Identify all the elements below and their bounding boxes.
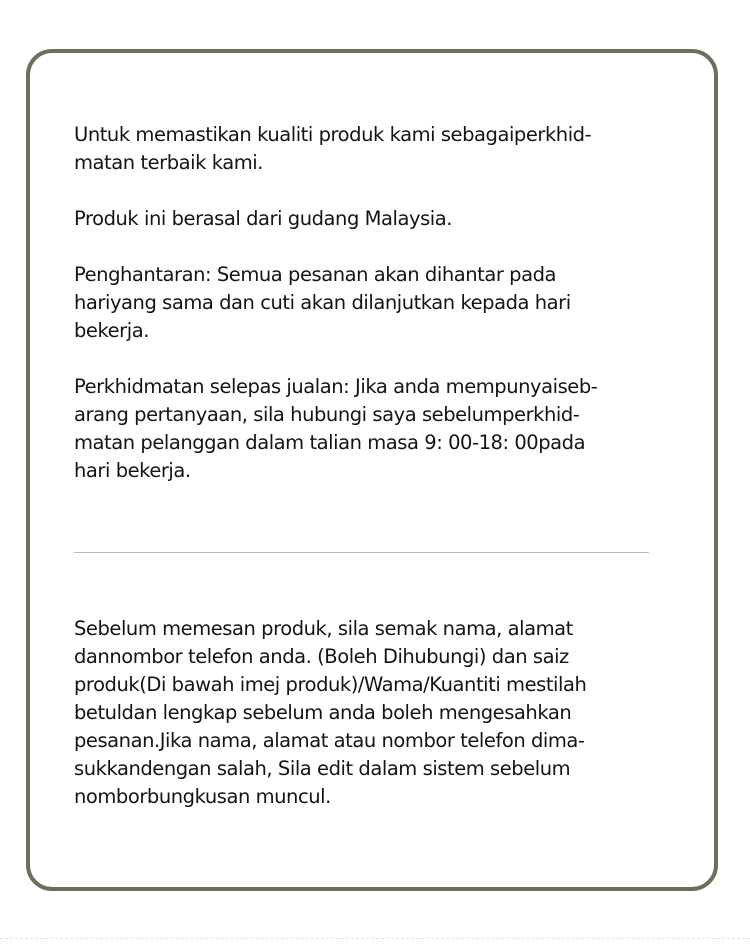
delivery-paragraph: Penghantaran: Semua pesanan akan dihantar pada hariyang sama dan cuti akan dilanjutkan kepada hari bekerja. xyxy=(74,263,571,342)
notice-card xyxy=(26,49,718,891)
origin-paragraph: Produk ini berasal dari gudang Malaysia. xyxy=(74,207,452,230)
order-check-paragraph: Sebelum memesan produk, sila semak nama, alamat dannombor telefon anda. (Boleh Dihubungi) dan saiz produk(Di bawah imej produk)/Wama/Kuantiti mestilah betuldan lengkap sebelum anda boleh mengesahkan pesanan.Jika nama, alamat atau nombor telefon dima- sukkandengan salah, Sila edit dalam sistem sebelum nomborbungkusan muncul. xyxy=(74,617,587,808)
quality-paragraph: Untuk memastikan kualiti produk kami sebagaiperkhid- matan terbaik kami. xyxy=(74,123,592,174)
bottom-edge-line xyxy=(0,938,750,939)
after-sales-paragraph: Perkhidmatan selepas jualan: Jika anda mempunyaiseb- arang pertanyaan, sila hubungi saya sebelumperkhid- matan pelanggan dalam talian masa 9: 00-18: 00pada hari bekerja. xyxy=(74,375,598,482)
section-divider xyxy=(74,552,649,553)
